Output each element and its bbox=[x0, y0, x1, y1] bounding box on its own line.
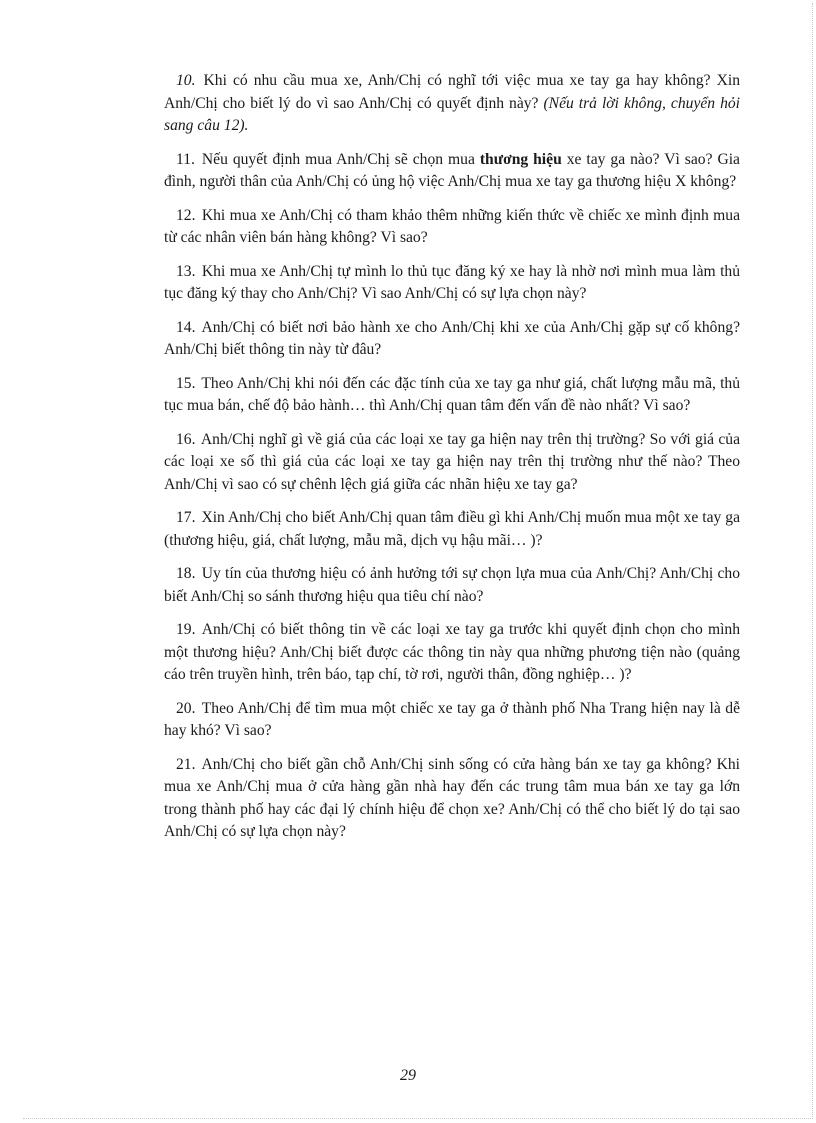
question-number: 18. bbox=[176, 565, 196, 582]
question-text: Khi mua xe Anh/Chị tự mình lo thủ tục đăng ký xe hay là nhờ nơi mình mua làm thủ tục đăng ký thay cho Anh/Chị? Vì sao Anh/Chị có sự lựa chọn này? bbox=[164, 262, 740, 302]
question-text: Anh/Chị có biết thông tin về các loại xe tay ga trước khi quyết định chọn cho mình một thương hiệu? Anh/Chị biết được các thông tin này qua những phương tiện nào (quảng cáo trên truyền hình, trên báo, tạp chí, tờ rơi, người thân, đồng nghiệp… )? bbox=[164, 621, 740, 683]
question-14 bbox=[164, 317, 740, 362]
question-text: Anh/Chị nghĩ gì về giá của các loại xe tay ga hiện nay trên thị trường? So với giá của các loại xe số thì giá của các loại xe tay ga hiện nay trên thị trường như thế nào? Theo Anh/Chị vì sao có sự chênh lệch giá giữa các nhãn hiệu xe tay ga? bbox=[164, 430, 740, 493]
question-note: (Nếu trả lời không, chuyển hỏi sang câu 12). bbox=[164, 94, 740, 134]
question-number: 14. bbox=[176, 318, 196, 336]
question-12 bbox=[164, 205, 740, 250]
question-text: Xin Anh/Chị cho biết Anh/Chị quan tâm điều gì khi Anh/Chị muốn mua một xe tay ga (thương hiệu, giá, chất lượng, mẫu mã, dịch vụ hậu mãi… )? bbox=[164, 509, 740, 549]
question-15 bbox=[164, 373, 740, 418]
question-number: 21. bbox=[176, 755, 196, 773]
question-text: Uy tín của thương hiệu có ảnh hưởng tới sự chọn lựa mua của Anh/Chị? Anh/Chị cho biết Anh/Chị so sánh thương hiệu qua tiêu chí nào? bbox=[164, 565, 740, 605]
question-number: 13. bbox=[176, 262, 196, 280]
question-number: 17. bbox=[176, 509, 196, 526]
question-list bbox=[164, 70, 740, 855]
question-text: Khi mua xe Anh/Chị có tham khảo thêm những kiến thức về chiếc xe mình định mua từ các nhân viên bán hàng không? Vì sao? bbox=[164, 206, 740, 246]
question-number: 15. bbox=[176, 374, 196, 392]
question-text: Khi có nhu cầu mua xe, Anh/Chị có nghĩ tới việc mua xe tay ga hay không? Xin Anh/Chị cho biết lý do vì sao Anh/Chị có quyết định này? bbox=[164, 72, 740, 112]
question-text: Theo Anh/Chị khi nói đến các đặc tính của xe tay ga như giá, chất lượng mẫu mã, thủ tục mua bán, chế độ bảo hành… thì Anh/Chị quan tâm đến vấn đề nào nhất? Vì sao? bbox=[164, 374, 740, 414]
question-16 bbox=[164, 429, 740, 497]
question-number: 12. bbox=[176, 206, 196, 224]
question-18 bbox=[164, 563, 740, 608]
bottom-dotted-edge bbox=[23, 1118, 813, 1119]
question-text: Nếu quyết định mua Anh/Chị sẽ chọn mua bbox=[201, 150, 475, 168]
question-17 bbox=[164, 507, 740, 552]
question-number: 16. bbox=[176, 430, 196, 448]
question-text-continued: xe tay ga nào? Vì sao? Gia đình, người thân của Anh/Chị có ủng hộ việc Anh/Chị mua xe tay ga thương hiệu X không? bbox=[164, 150, 740, 190]
question-13 bbox=[164, 261, 740, 306]
question-11 bbox=[164, 149, 740, 194]
question-19 bbox=[164, 619, 740, 687]
question-10 bbox=[164, 70, 740, 138]
question-20 bbox=[164, 698, 740, 743]
question-text: Anh/Chị có biết nơi bảo hành xe cho Anh/Chị khi xe của Anh/Chị gặp sự cố không? Anh/Chị biết thông tin này từ đâu? bbox=[164, 318, 740, 358]
question-text: Theo Anh/Chị để tìm mua một chiếc xe tay ga ở thành phố Nha Trang hiện nay là dễ hay khó? Vì sao? bbox=[164, 699, 740, 739]
question-21 bbox=[164, 754, 740, 844]
page-number: 29 bbox=[400, 1067, 416, 1084]
question-number: 11. bbox=[176, 150, 195, 168]
question-number: 10. bbox=[176, 72, 196, 89]
question-number: 20. bbox=[176, 699, 196, 717]
right-dotted-edge bbox=[812, 3, 813, 1119]
question-emphasis: thương hiệu bbox=[479, 150, 562, 168]
question-number: 19. bbox=[176, 621, 196, 638]
question-text: Anh/Chị cho biết gần chỗ Anh/Chị sinh sống có cửa hàng bán xe tay ga không? Khi mua xe Anh/Chị mua ở cửa hàng gần nhà hay đến các trung tâm mua bán xe tay ga lớn trong thành phố hay các đại lý chính hiệu để chọn xe? Anh/Chị có thể cho biết lý do tại sao Anh/Chị có sự lựa chọn này? bbox=[164, 755, 740, 840]
